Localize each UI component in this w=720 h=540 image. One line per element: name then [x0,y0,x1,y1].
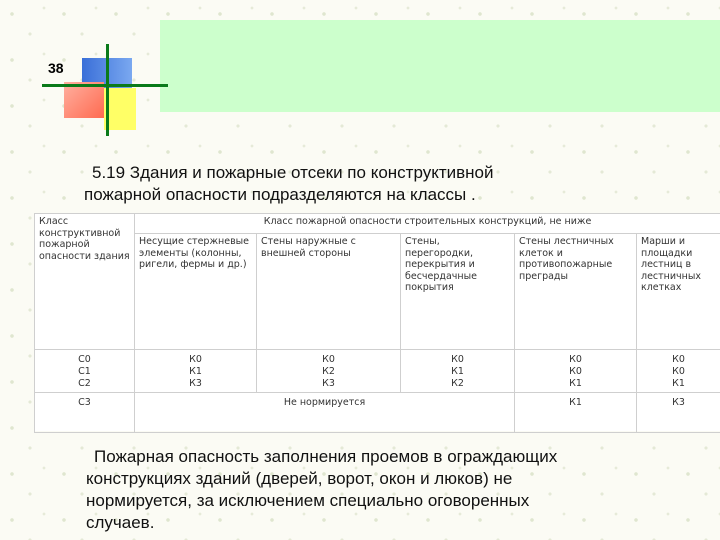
paragraph-line: конструкциях зданий (дверей, ворот, окон и люков) не [86,469,513,488]
class-cell-c3: С3 [35,393,135,433]
slide-heading [84,162,652,206]
paragraph-line: случаев. [86,513,155,532]
heading-line-2: пожарной опасности подразделяются на классы . [84,185,476,204]
value-cell: К3 [637,393,720,433]
column-header: Стены лестничных клеток и противопожарные преграды [515,234,637,350]
decor-horizontal-line [42,84,168,87]
column-header: Марши и площадки лестниц в лестничных клетках [637,234,720,350]
heading-line-1: 5.19 Здания и пожарные отсеки по конструктивной [92,163,494,182]
value-cell: К0 К0 К1 [515,350,637,393]
paragraph-line: нормируется, за исключением специально оговоренных [86,491,530,510]
not-regulated-cell: Не нормируется [135,393,515,433]
group-header: Класс пожарной опасности строительных конструкций, не ниже [135,214,720,234]
decor-red-square [64,82,104,118]
class-cell: С0 С1 С2 [35,350,135,393]
value-cell: К0 К1 К2 [401,350,515,393]
value-cell: К0 К2 К3 [257,350,401,393]
note-paragraph [86,446,686,534]
decor-vertical-line [106,44,109,136]
corner-header: Класс конструктивной пожарной опасности здания [35,214,135,350]
title-band [160,20,720,112]
slide-number: 38 [48,60,64,76]
value-cell: К0 К1 К3 [135,350,257,393]
classification-table [34,213,720,431]
value-cell: К0 К0 К1 [637,350,720,393]
column-header: Несущие стержневые элементы (колонны, ригели, фермы и др.) [135,234,257,350]
column-header: Стены наружные с внешней стороны [257,234,401,350]
paragraph-line: Пожарная опасность заполнения проемов в ограждающих [94,447,558,466]
column-header: Стены, перегородки, перекрытия и бесчердачные покрытия [401,234,515,350]
value-cell: К1 [515,393,637,433]
